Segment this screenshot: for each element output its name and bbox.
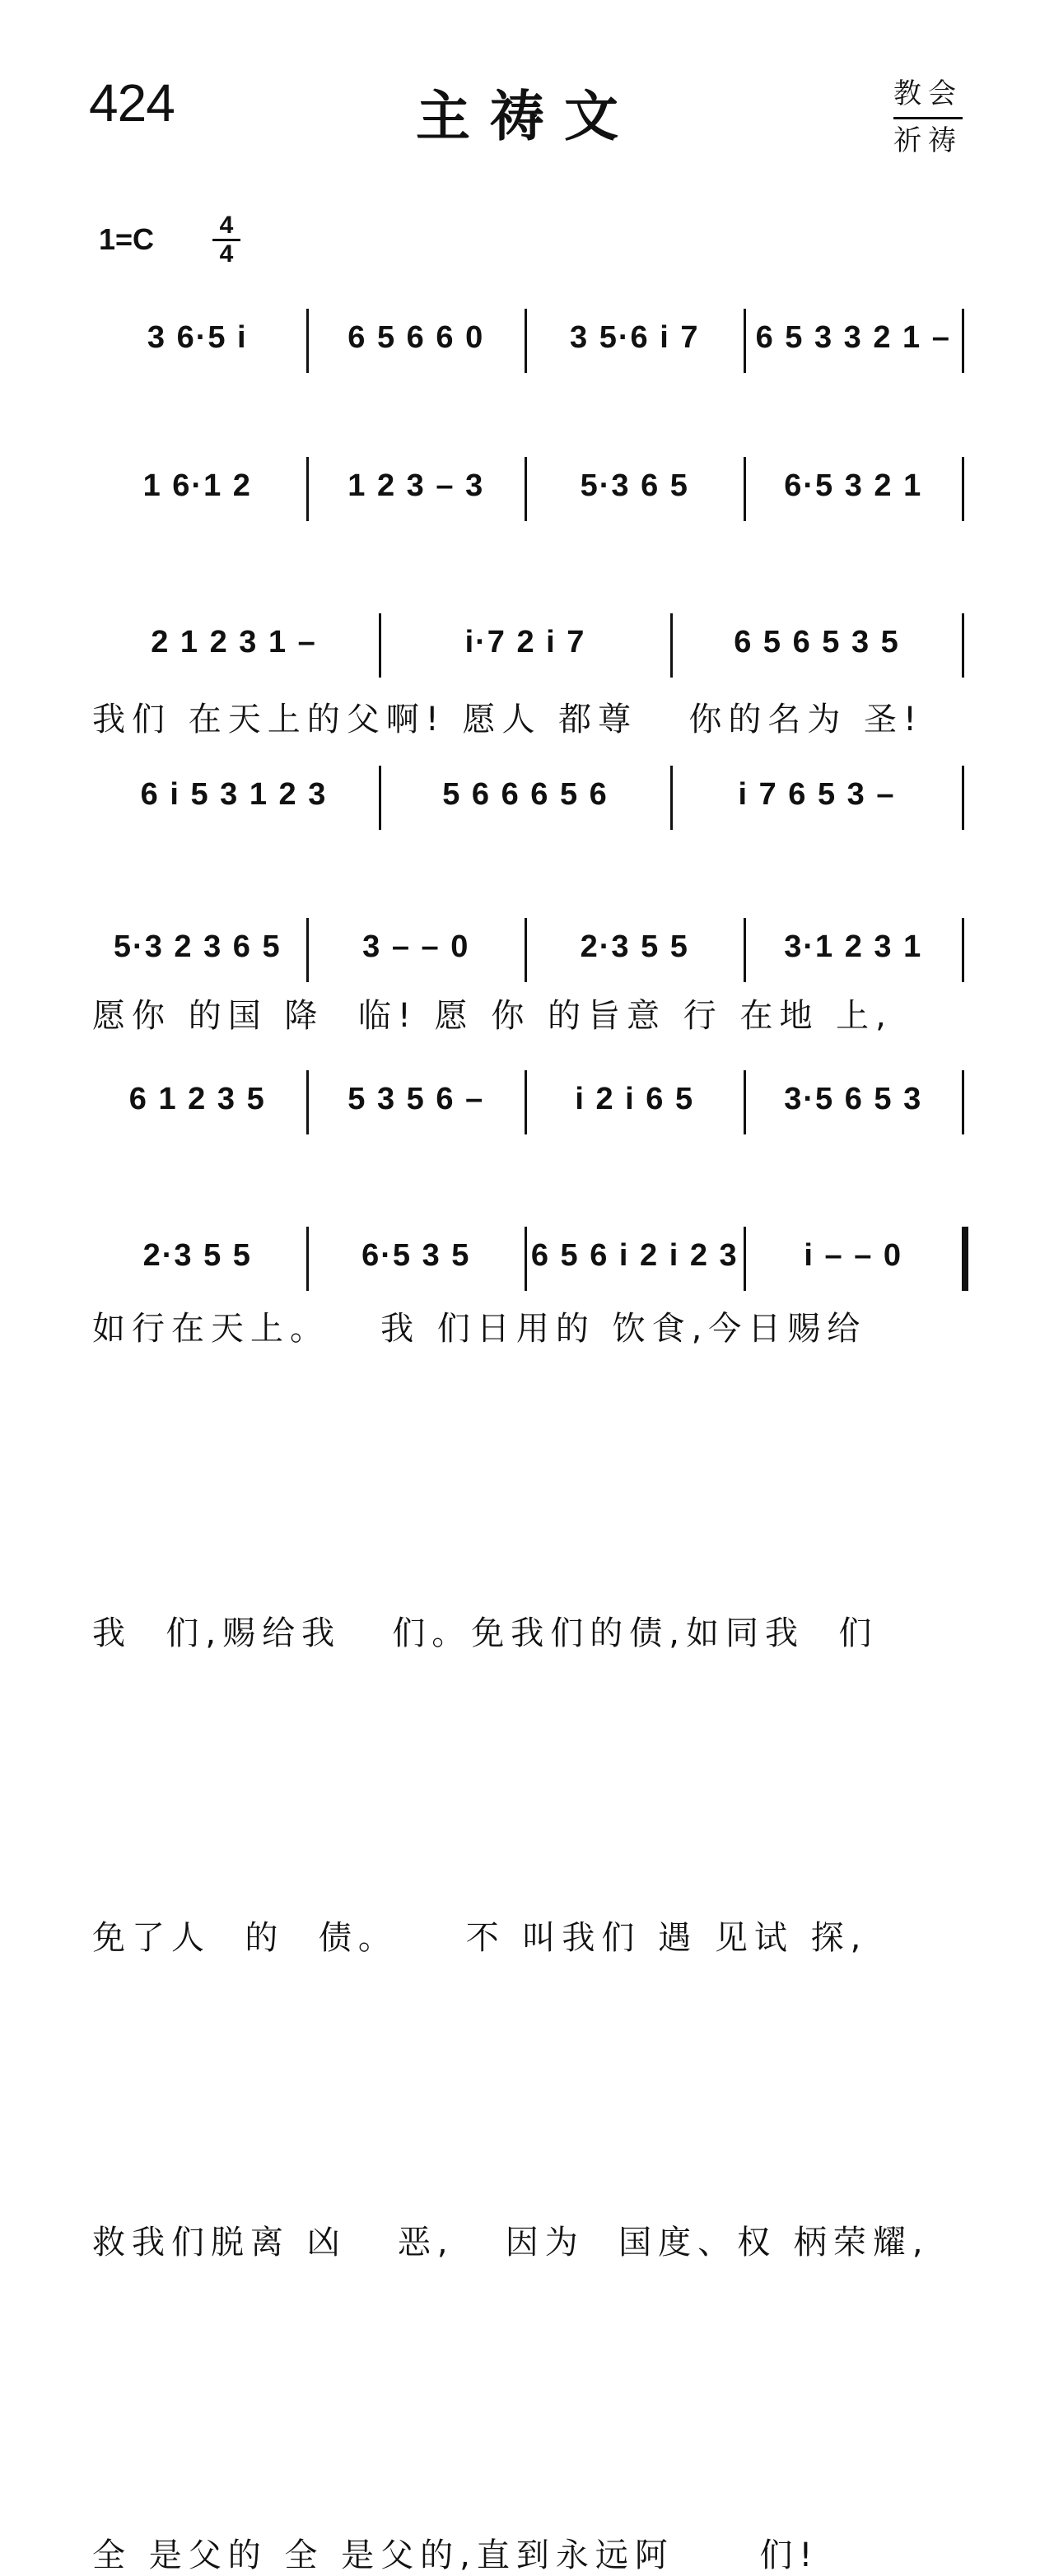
measure: 5 6 6 6 5 6: [442, 776, 609, 812]
barline: [525, 457, 527, 521]
lyrics-line: 全 是父的 全 是父的,直到永远阿 们!: [92, 2536, 819, 2574]
measure: 6 5 3 3 2 1 –: [755, 319, 951, 355]
barline: [525, 309, 527, 373]
barline: [670, 613, 673, 678]
measure: i 2 i 6 5: [575, 1081, 695, 1116]
barline: [306, 1070, 309, 1134]
measure: 3 5·6 i 7: [570, 319, 700, 355]
measure: 6 i 5 3 1 2 3: [140, 776, 328, 812]
barline: [670, 766, 673, 830]
barline: [306, 457, 309, 521]
measure: 5 3 5 6 –: [347, 1081, 485, 1116]
measure: 2·3 5 5: [142, 1237, 252, 1273]
measure: 1 2 3 – 3: [347, 468, 485, 503]
measure: 1 6·1 2: [142, 468, 252, 503]
measure: 6·5 3 2 1: [784, 468, 923, 503]
lyrics-line: 我 们,赐给我 们。免我们的债,如同我 们: [92, 1614, 879, 1652]
measure: 6 1 2 3 5: [128, 1081, 266, 1116]
measure: 3·1 2 3 1: [784, 929, 923, 964]
time-signature-numerator: 4: [212, 212, 240, 241]
attribution: [893, 72, 984, 162]
time-signature: [212, 212, 240, 268]
lyrics-line: 如行在天上。 我 们日用的 饮食,今日赐给: [92, 1310, 867, 1348]
measure: 2·3 5 5: [580, 929, 689, 964]
attribution-bottom: 祈祷: [893, 124, 963, 157]
barline: [962, 918, 964, 982]
attribution-top: 教会: [893, 72, 963, 119]
barline: [962, 457, 964, 521]
barline: [379, 766, 381, 830]
lyrics-line: 我们 在天上的父啊! 愿人 都尊 你的名为 圣!: [92, 701, 924, 738]
barline: [962, 766, 964, 830]
barline: [306, 1227, 309, 1291]
barline: [962, 1070, 964, 1134]
measure: 6 5 6 6 0: [347, 319, 485, 355]
hymn-number: 424: [89, 73, 175, 133]
time-signature-denominator: 4: [219, 240, 234, 268]
measure: 3 – – 0: [362, 929, 470, 964]
hymn-title: 主祷文: [416, 85, 638, 148]
measure: 5·3 2 3 6 5: [113, 929, 282, 964]
measure: 3·5 6 5 3: [784, 1081, 923, 1116]
barline: [744, 1227, 746, 1291]
measure: 2 1 2 3 1 –: [151, 624, 317, 659]
measure: 3 6·5 i: [147, 319, 248, 355]
barline: [744, 309, 746, 373]
measure: i – – 0: [804, 1237, 903, 1273]
barline: [525, 918, 527, 982]
measure: 5·3 6 5: [580, 468, 689, 503]
barline: [962, 309, 964, 373]
barline: [962, 613, 964, 678]
measure: 6·5 3 5: [361, 1237, 471, 1273]
barline: [306, 918, 309, 982]
barline: [744, 457, 746, 521]
barline: [379, 613, 381, 678]
key-signature: 1=C: [99, 222, 155, 256]
lyrics-line: 救我们脱离 凶 恶, 因为 国度、权 柄荣耀,: [92, 2224, 930, 2262]
measure: 6 5 6 5 3 5: [734, 624, 900, 659]
lyrics-line: 愿你 的国 降 临! 愿 你 的旨意 行 在地 上,: [92, 997, 893, 1035]
barline: [962, 1227, 968, 1291]
barline: [744, 1070, 746, 1134]
barline: [525, 1227, 527, 1291]
barline: [306, 309, 309, 373]
measure: i·7 2 i 7: [464, 624, 586, 659]
measure: 6 5 6 i 2 i 2 3: [530, 1237, 739, 1273]
lyrics-line: 免了人 的 债。 不 叫我们 遇 见试 探,: [92, 1919, 868, 1957]
measure: i 7 6 5 3 –: [738, 776, 896, 812]
barline: [744, 918, 746, 982]
barline: [525, 1070, 527, 1134]
